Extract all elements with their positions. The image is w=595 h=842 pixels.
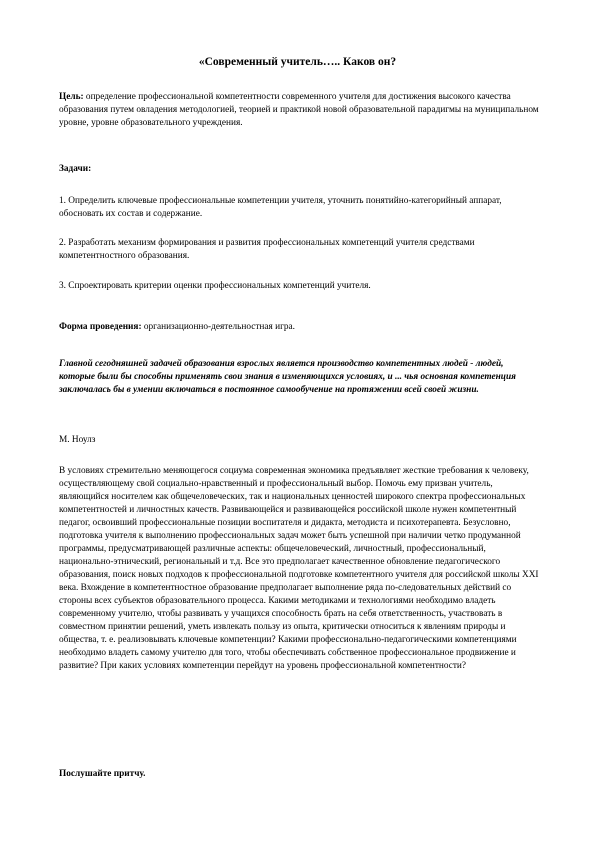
- page-title: «Современный учитель….. Каков он?: [198, 56, 397, 68]
- goal-label: Цель:: [59, 92, 84, 102]
- body-paragraph: В условиях стремительно меняющегося социума современная экономика предъявляет жесткие требования к человеку, осуществляющему свой социально-нравственный и профессиональный выбор. Помочь ему призван учитель, являющийся носителем как общечеловеческих, так и национальных ценностей широкого спектра профессиональных компетентностей и личностных качеств. Развивающейся и развивающейся российской школе нужен компетентный педагог, освоивший профессиональные позиции воспитателя и дидакта, методиста и психотерапевта. Безусловно, подготовка учителя к выполнению профессиональных задач может быть успешной при наличии четко продуманной программы, предусматривающей различные аспекты: общечеловеческий, личностный, профессиональный, национально-этнический, региональный и т.д. Все это предполагает качественное обновление педагогического образования, поиск новых подходов к профессиональной подготовке компетентного учителя для российской школы XXI века. Вхождение в компетентностное образование предполагает выполнение ряда по-следовательных действий со стороны всех субъектов образовательного процесса. Какими методиками и технологиями необходимо владеть современному учителю, чтобы развивать у учащихся способность брать на себя ответственность, участвовать в совместном принятии решений, уметь извлекать пользу из опыта, критически относиться к явлениям природы и общества, т. е. реализовывать ключевые компетенции? Какими профессионально-педагогическими компетенциями необходимо владеть самому учителю для того, чтобы обеспечивать собственное профессиональное продвижение и развитие? При каких условиях компетенции перейдут на уровень профессиональной компетентности?: [59, 466, 539, 671]
- form-label: Форма проведения:: [59, 322, 142, 332]
- task-item-1: 1. Определить ключевые профессиональные компетенции учителя, уточнить понятийно-категорийный аппарат, обосновать их состав и содержание.: [59, 196, 502, 219]
- form-paragraph: [59, 321, 541, 334]
- tasks-heading: Задачи:: [59, 164, 92, 174]
- goal-text: определение профессиональной компетентности современного учителя для достижения высокого качества образования путем овладения методологией, теорией и практикой новой образовательной парадигмы на муниципальном уровне, уровне образовательного учреждения.: [59, 92, 539, 128]
- task-item-2: 2. Разработать механизм формирования и развития профессиональных компетенций учителя средствами компетентностного образования.: [59, 238, 475, 261]
- epigraph-author: М. Ноулз: [59, 435, 96, 445]
- goal-paragraph: [59, 91, 541, 130]
- epigraph-quote: Главной сегодняшней задачей образования взрослых является производство компетентных людей - людей, которые были бы способны применять свои знания в изменяющихся условиях, и ... чья основная компетенция заключалась бы в умении включаться в постоянное самообучение на протяжении всей своей жизни.: [59, 359, 516, 395]
- form-text: организационно-деятельностная игра.: [141, 322, 295, 332]
- task-item-3: 3. Спроектировать критерии оценки профессиональных компетенций учителя.: [59, 281, 371, 291]
- closing-line: Послушайте притчу.: [59, 769, 146, 779]
